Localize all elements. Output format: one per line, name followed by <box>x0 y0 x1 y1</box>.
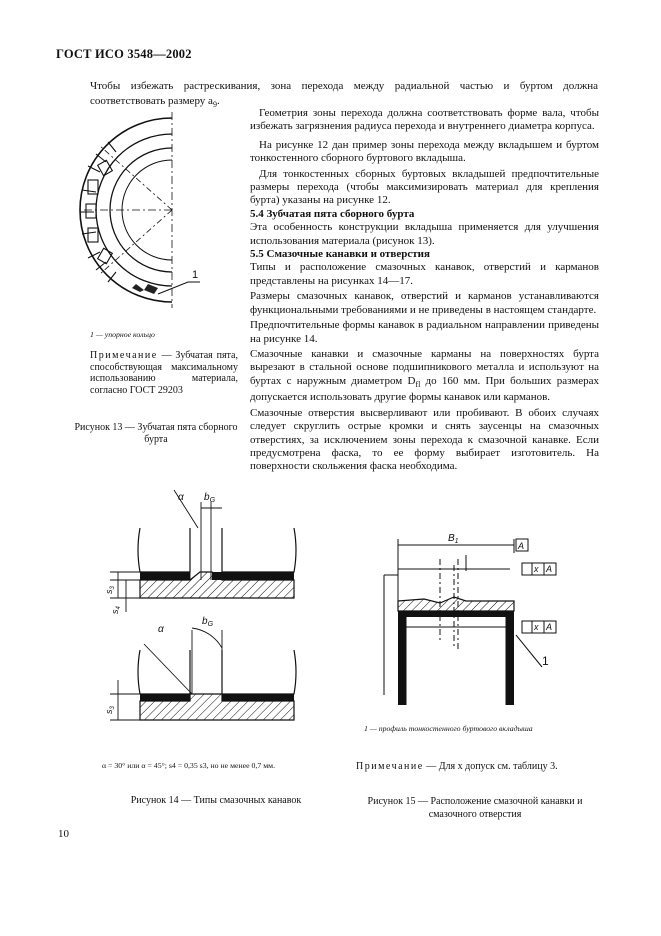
fig15-lining-top <box>398 611 514 617</box>
fig13-note <box>90 350 238 396</box>
fig14-bg-top <box>204 492 216 504</box>
para-3-text: Для тонкостенных сборных буртовых вкладышей предпочтительные размеры перехода (чтобы максимизировать материал для крепления бурта) указаны на рисунке 12. <box>250 167 599 207</box>
figure-14-drawing <box>104 480 314 730</box>
heading-5-4: 5.4 Зубчатая пята сборного бурта <box>250 207 415 220</box>
para-7-text: Предпочтительные формы канавок в радиальном направлении приведены на рисунке 14. <box>250 319 599 345</box>
fig15-label: 1 <box>542 654 549 668</box>
fig15-note <box>356 761 558 772</box>
intro-sub: 9 <box>212 100 217 110</box>
fig14-s3-bottom-sub: 3 <box>110 706 116 710</box>
figure-13-drawing <box>60 112 250 312</box>
fig14-s3-bottom-letter: s <box>104 709 114 714</box>
para-1 <box>250 107 599 134</box>
heading-5-5: 5.5 Смазочные канавки и отверстия <box>250 248 430 261</box>
fig13-note-text: — Зубчатая пята, способствующая максимальному использованию материала, согласно ГОСТ 29203 <box>90 350 238 396</box>
fig14-caption: Рисунок 14 — Типы смазочных канавок <box>130 795 302 806</box>
intro-end: . <box>216 95 220 107</box>
fig15-datum-lower: A <box>546 622 553 632</box>
fig14-bg-top-sub: G <box>209 497 216 504</box>
para-2-text: На рисунке 12 дан пример зоны перехода между вкладышем и буртом тонкостенного сборного буртового вкладыша. <box>250 138 599 165</box>
fig14-bg-bottom-letter: b <box>202 616 208 627</box>
para-8-text-a: Смазочные канавки и смазочные карманы на поверхностях бурта вырезают в стальной основе подшипникового металла и используют на буртах с наружным диаметром D <box>250 347 599 387</box>
intro-line-2: соответствовать размеру a <box>90 95 213 107</box>
fig13-note-word: Примечание <box>90 350 158 361</box>
para-4 <box>250 221 599 248</box>
para-2 <box>250 139 599 166</box>
fig14-top-lining-right <box>212 572 294 580</box>
fig14-bg-bottom-sub: G <box>207 621 214 628</box>
fig15-datum-upper: A <box>546 564 553 574</box>
para-8-sub: fl <box>415 379 421 389</box>
fig14-bg-bottom <box>202 616 214 628</box>
fig13-label: 1 <box>192 269 199 281</box>
fig15-note-word: Примечание <box>356 761 424 772</box>
fig15-caption: Рисунок 15 — Расположение смазочной канавки и смазочного отверстия <box>367 796 583 820</box>
para-5 <box>250 261 599 288</box>
para-6 <box>250 290 599 317</box>
fig14-s3-bottom <box>104 706 116 715</box>
body-column <box>250 107 599 474</box>
fig14-s3-top <box>104 586 116 595</box>
fig15-x-lower: x <box>534 622 539 632</box>
page-number: 10 <box>58 828 69 840</box>
fig14-s3-top-letter: s <box>104 589 114 594</box>
para-9-text: Смазочные отверстия высверливают или пробивают. В обоих случаях следует скруглить острые кромки и снять заусенцы на смазочных отверстиях, за исключением зоны перехода к смазочной канавке. Если предусмотрена фаска, то ее форму выбирает изготовитель. На поверхности скольжения фаска необходима. <box>250 406 599 473</box>
figure-15-drawing <box>370 525 570 720</box>
fig15-datum-top: A <box>518 541 525 551</box>
fig14-footnote: α = 30° или α = 45°; s4 = 0,35 s3, но не менее 0,7 мм. <box>102 761 276 770</box>
para-3 <box>250 168 599 208</box>
fig14-s3-top-sub: 3 <box>110 586 116 590</box>
fig15-b1-sub: 1 <box>454 538 459 545</box>
fig14-alpha-top: α <box>178 492 184 503</box>
para-9 <box>250 407 599 474</box>
fig15-b1-letter: B <box>448 533 455 544</box>
fig14-bottom-lining-right <box>222 694 294 701</box>
para-8-text-b: до 160 мм. При больших размерах допускается использовать другие формы канавок или карманов. <box>250 374 599 404</box>
fig14-s4-top <box>110 606 122 615</box>
para-6-text: Размеры смазочных канавок, отверстий и карманов устанавливаются функциональными требованиями и не приведены в настоящем стандарте. <box>250 290 599 316</box>
fig15-wall-right <box>506 617 514 705</box>
fig14-s4-top-sub: 4 <box>116 606 122 610</box>
page-header: ГОСТ ИСО 3548—2002 <box>56 47 192 61</box>
para-7 <box>250 319 599 346</box>
fig15-legend: 1 — профиль тонкостенного буртового вкладыша <box>364 724 533 733</box>
fig14-bottom-lining-left <box>140 694 190 701</box>
fig13-legend: 1 — упорное кольцо <box>90 330 155 339</box>
fig14-bg-top-letter: b <box>204 492 210 503</box>
fig14-alpha-bottom: α <box>158 624 164 635</box>
fig15-note-text: — Для x допуск см. таблицу 3. <box>423 761 558 772</box>
para-1-text: Геометрия зоны перехода должна соответствовать форме вала, чтобы избежать загрязнения радиуса перехода и внутреннего диаметра корпуса. <box>250 107 599 133</box>
fig15-x-upper: x <box>534 564 539 574</box>
para-5-text: Типы и расположение смазочных канавок, отверстий и карманов представлены на рисунках 14—17. <box>250 261 599 287</box>
para-8 <box>250 348 599 405</box>
fig15-collar <box>398 597 514 611</box>
fig13-caption: Рисунок 13 — Зубчатая пята сборного бурта <box>74 422 238 445</box>
fig15-b1 <box>448 533 459 545</box>
para-4-text: Эта особенность конструкции вкладыша применяется для улучшения использования материала (рисунок 13). <box>250 221 599 247</box>
fig15-wall-left <box>398 617 406 705</box>
fig14-top-lining-left <box>140 572 190 580</box>
fig14-s4-top-letter: s <box>110 609 120 614</box>
intro-line-1: Чтобы избежать растрескивания, зона перехода между радиальной частью и буртом должна <box>90 80 598 92</box>
